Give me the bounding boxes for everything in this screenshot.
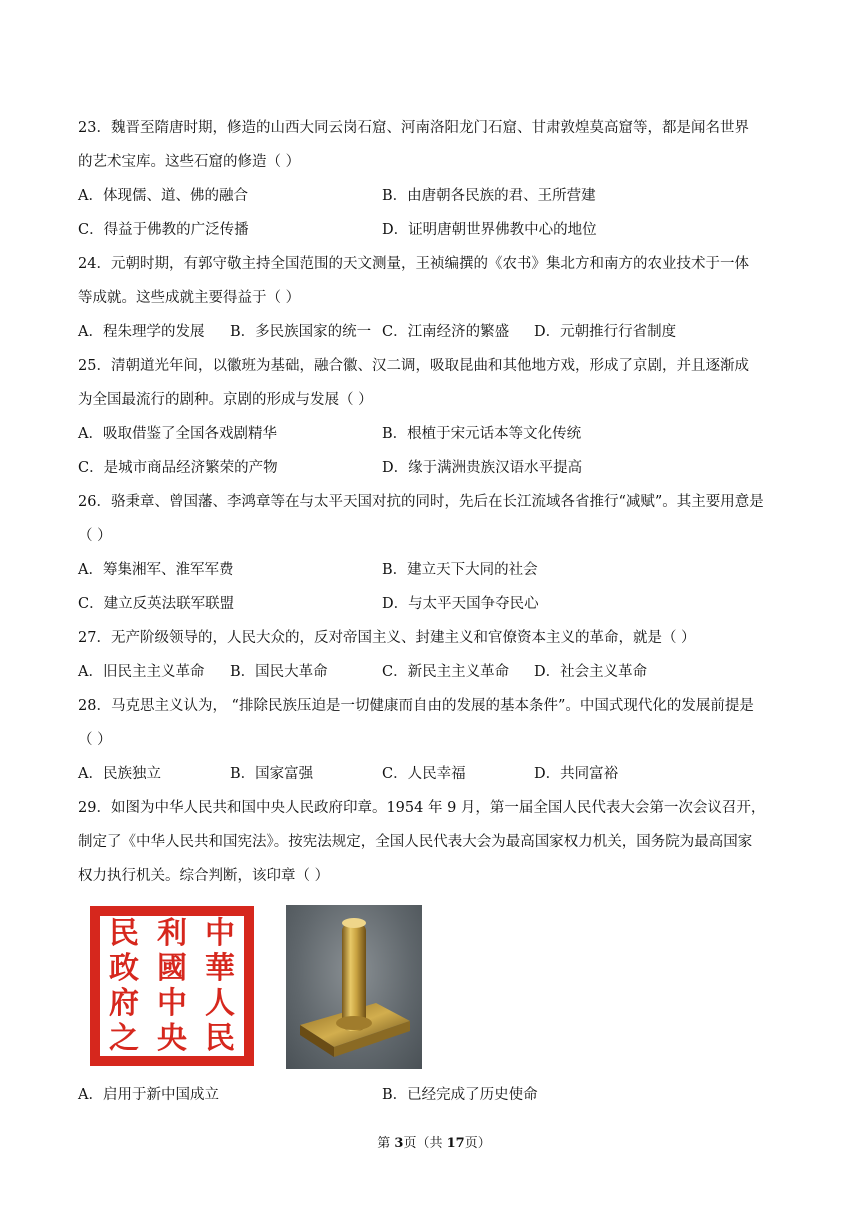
option-b[interactable]: B．已经完成了历史使命 [382, 1087, 538, 1103]
total-pages: 17 [446, 1136, 465, 1151]
option-d[interactable]: D．与太平天国争夺民心 [382, 596, 539, 612]
option-a[interactable]: A．启用于新中国成立 [78, 1087, 219, 1103]
footer-suffix: 页） [464, 1136, 491, 1151]
bronze-seal-drawing [286, 905, 422, 1069]
option-a[interactable]: A．民族独立 [78, 766, 161, 782]
option-row [78, 587, 794, 621]
option-row [78, 757, 794, 791]
seal-character: 民 [205, 1020, 235, 1056]
question-text-line: 23．魏晋至隋唐时期，修造的山西大同云岗石窟、河南洛阳龙门石窟、甘肃敦煌莫高窟等，都是闻名世界 [78, 120, 749, 136]
option-b[interactable]: B．多民族国家的统一 [230, 324, 372, 340]
bronze-seal-photo [286, 905, 422, 1069]
page-number: 3 [394, 1136, 404, 1151]
option-a[interactable]: A．吸取借鉴了全国各戏剧精华 [78, 426, 277, 442]
seal-character: 國 [157, 950, 187, 986]
question-text-line: （ ） [78, 732, 112, 748]
option-d[interactable]: D．证明唐朝世界佛教中心的地位 [382, 222, 597, 238]
seal-character-grid [100, 916, 244, 1056]
question-text-line: 24．元朝时期，有郭守敬主持全国范围的天文测量，王祯编撰的《农书》集北方和南方的农业技术于一体 [78, 256, 749, 272]
option-row [78, 213, 794, 247]
option-b[interactable]: B．根植于宋元话本等文化传统 [382, 426, 582, 442]
option-b[interactable]: B．由唐朝各民族的君、王所营建 [382, 188, 596, 204]
seal-character: 利 [157, 915, 187, 951]
option-c[interactable]: C．人民幸福 [382, 766, 466, 782]
seal-character: 之 [109, 1020, 139, 1056]
option-a[interactable]: A．旧民主主义革命 [78, 664, 205, 680]
option-b[interactable]: B．建立天下大同的社会 [382, 562, 538, 578]
question-text-line: 等成就。这些成就主要得益于（ ） [78, 290, 301, 306]
question-text-line: 25．清朝道光年间，以徽班为基础，融合徽、汉二调，吸取昆曲和其他地方戏，形成了京剧，并且逐渐成 [78, 358, 749, 374]
question-text-line: 权力执行机关。综合判断，该印章（ ） [78, 868, 330, 884]
seal-character: 府 [109, 985, 139, 1021]
seal-character: 央 [157, 1020, 187, 1056]
seal-imprint-image [90, 906, 254, 1066]
seal-character: 中 [205, 915, 235, 951]
seal-character: 人 [205, 985, 235, 1021]
question-text-line: 28．马克思主义认为， “排除民族压迫是一切健康而自由的发展的基本条件”。中国式现代化的发展前提是 [78, 698, 754, 714]
seal-character: 民 [109, 915, 139, 951]
seal-character: 華 [205, 950, 235, 986]
footer-prefix: 第 [377, 1136, 395, 1151]
option-c[interactable]: C．是城市商品经济繁荣的产物 [78, 460, 278, 476]
option-c[interactable]: C．建立反英法联军联盟 [78, 596, 235, 612]
question-text-line: 26．骆秉章、曾国藩、李鸿章等在与太平天国对抗的同时，先后在长江流域各省推行“减赋”。其主要用意是 [78, 494, 764, 510]
question-text-line: 制定了《中华人民共和国宪法》。按宪法规定，全国人民代表大会为最高国家权力机关，国务院为最高国家 [78, 834, 753, 850]
option-d[interactable]: D．社会主义革命 [534, 664, 648, 680]
option-d[interactable]: D．元朝推行行省制度 [534, 324, 677, 340]
option-d[interactable]: D．共同富裕 [534, 766, 619, 782]
question-text-line: 的艺术宝库。这些石窟的修造（ ） [78, 154, 301, 170]
option-row [78, 451, 794, 485]
footer-middle: 页（共 [403, 1136, 447, 1151]
option-row [78, 417, 794, 451]
question-text-line: 27．无产阶级领导的，人民大众的，反对帝国主义、封建主义和官僚资本主义的革命，就是（ ） [78, 630, 696, 646]
seal-character: 中 [157, 985, 187, 1021]
question-text-line: （ ） [78, 528, 112, 544]
option-row [78, 1078, 794, 1112]
seal-character: 政 [109, 950, 139, 986]
option-c[interactable]: C．江南经济的繁盛 [382, 324, 510, 340]
option-d[interactable]: D．缘于满洲贵族汉语水平提高 [382, 460, 583, 476]
option-a[interactable]: A．程朱理学的发展 [78, 324, 205, 340]
option-c[interactable]: C．新民主主义革命 [382, 664, 510, 680]
option-row [78, 553, 794, 587]
option-b[interactable]: B．国民大革命 [230, 664, 328, 680]
question-text-line: 为全国最流行的剧种。京剧的形成与发展（ ） [78, 392, 373, 408]
question-text-line: 29．如图为中华人民共和国中央人民政府印章。1954 年 9 月，第一届全国人民代表大会第一次会议召开， [78, 800, 766, 816]
page-footer [0, 1134, 868, 1154]
option-row [78, 315, 794, 349]
option-row [78, 655, 794, 689]
option-a[interactable]: A．体现儒、道、佛的融合 [78, 188, 248, 204]
option-row [78, 179, 794, 213]
option-c[interactable]: C．得益于佛教的广泛传播 [78, 222, 249, 238]
option-b[interactable]: B．国家富强 [230, 766, 314, 782]
option-a[interactable]: A．筹集湘军、淮军军费 [78, 562, 234, 578]
